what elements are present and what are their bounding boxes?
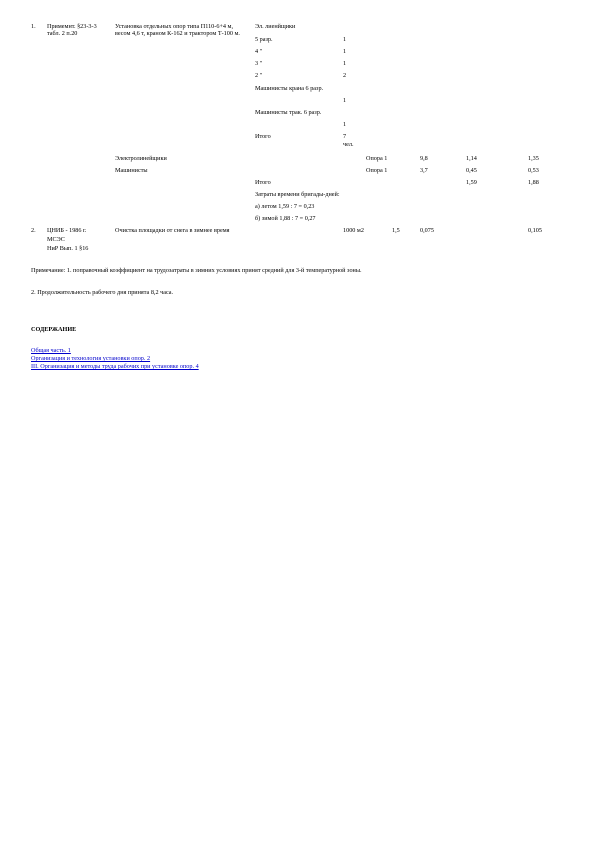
line-labor: 0,45 (466, 167, 477, 174)
row2-norm: 1,5 (392, 227, 400, 234)
crew-grade-count: 1 (343, 36, 347, 43)
toc-link[interactable]: Общая часть. 1 (31, 347, 71, 354)
crew-total-label: Итого (255, 133, 271, 140)
toc-list (31, 347, 199, 372)
note-2: 2. Продолжительность рабочего дня принята 8,2 часа. (31, 289, 174, 296)
line-label: Электролинейщики (115, 155, 167, 162)
row2-source-line: НиР Вып. 1 §16 (47, 245, 89, 252)
line-norm: 9,8 (420, 155, 428, 162)
crew-grade-count: 1 (343, 48, 347, 55)
row1-source: Примемнт. §23-3-3 табл. 2 п.20 (47, 23, 97, 38)
row2-source-line: МСЭС (47, 236, 65, 243)
time-header: Затраты времени бригады-дней: (255, 191, 340, 198)
crew-grade-label: 5 разр. (255, 36, 273, 43)
tractor-operator-count: 1 (343, 121, 347, 128)
toc-link[interactable]: Организация и технология установки опор. 2 (31, 355, 151, 363)
crew-header: Эл. лиенйщики (255, 23, 296, 30)
crew-grade-label: 4 " (255, 48, 263, 55)
row2-cost: 0,105 (528, 227, 542, 234)
time-summer: а) летом 1,59 : 7 = 0,23 (255, 203, 315, 210)
crew-grade-count: 2 (343, 72, 347, 79)
line-cost: 1,35 (528, 155, 539, 162)
crew-grade-label: 2 " (255, 72, 263, 79)
crane-operator-count: 1 (343, 97, 347, 104)
line-norm: 3,7 (420, 167, 428, 174)
row2-work-description: Очистка площадки от снега в зимнее время (115, 227, 230, 234)
sum-cost: 1,88 (528, 179, 539, 186)
line-label: Машинисты (115, 167, 148, 174)
row1-number: 1. (31, 23, 36, 30)
sum-labor: 1,59 (466, 179, 477, 186)
time-winter: б) зимой 1,88 : 7 = 0,27 (255, 215, 316, 222)
note-1: Примечание: 1. поправочный коэффициент на трудозатраты в зимних условиях принят средний для 3-й температурной зоны. (31, 267, 362, 274)
row2-number: 2. (31, 227, 36, 234)
crane-operator-label: Машинисты крана 6 разр. (255, 85, 324, 92)
crew-total-unit: чел. (343, 141, 354, 148)
toc-title: СОДЕРЖАНИЕ (31, 326, 77, 333)
sum-label: Итого (255, 179, 271, 186)
toc-link[interactable]: III. Организация и методы труда рабочих при установке опор. 4 (31, 363, 199, 371)
tractor-operator-label: Машинисты трак. 6 разр. (255, 109, 322, 116)
line-labor: 1,14 (466, 155, 477, 162)
row2-source-line: ЦНИБ - 1986 г. (47, 227, 87, 234)
crew-grade-label: 3 " (255, 60, 263, 67)
line-unit: Опора 1 (366, 167, 388, 174)
line-cost: 0,53 (528, 167, 539, 174)
crew-grade-count: 1 (343, 60, 347, 67)
row1-work-description: Установка отдельных опор типа П110-6+4 м, весом 4,6 т, краном К-162 и трактором Т-100 м. (115, 23, 240, 38)
row2-labor: 0,075 (420, 227, 434, 234)
line-unit: Опора 1 (366, 155, 388, 162)
crew-total-count: 7 (343, 133, 347, 140)
row2-unit: 1000 м2 (343, 227, 364, 234)
